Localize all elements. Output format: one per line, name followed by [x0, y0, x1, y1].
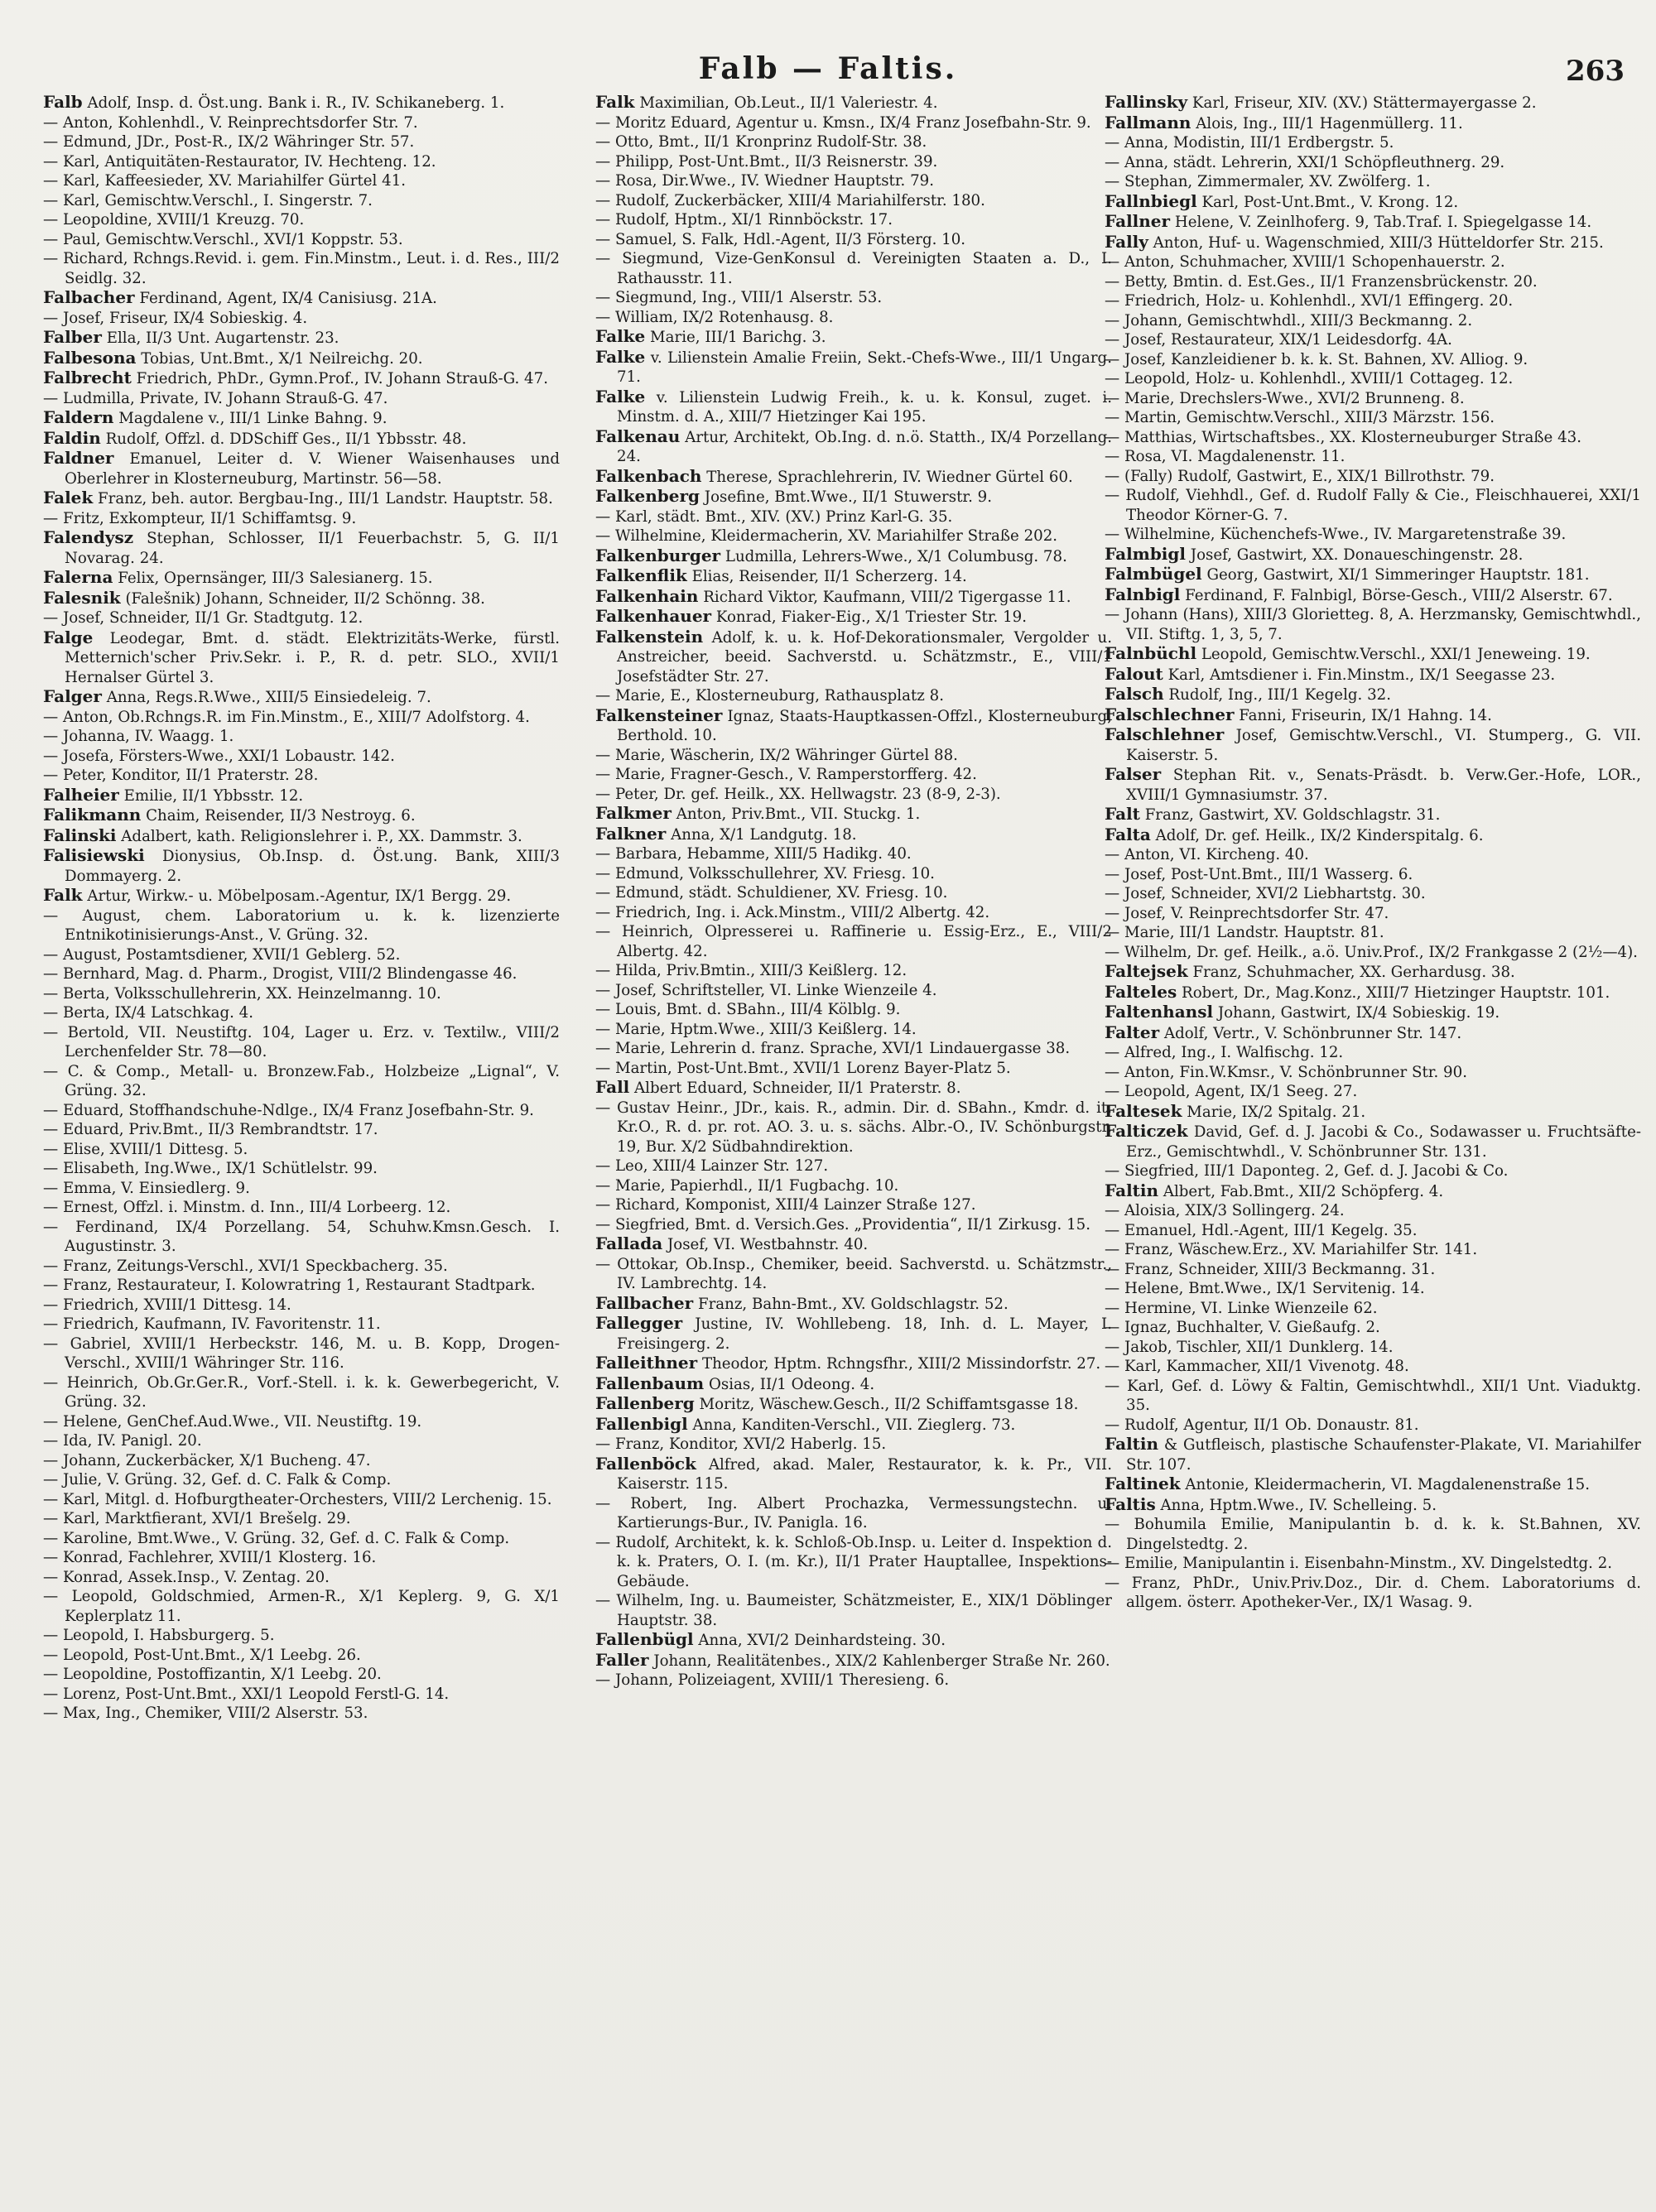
directory-columns	[43, 93, 1641, 2200]
directory-entry: Falschlechner Fanni, Friseurin, IX/1 Hahng. 14.	[1105, 704, 1492, 724]
directory-entry: — Helene, GenChef.Aud.Wwe., VII. Neustiftg. 19.	[43, 1412, 422, 1431]
directory-entry: — August, chem. Laboratorium u. k. k. lizenzierte Entnikotinisierungs-Anst., V. Grüng. 32.	[43, 906, 560, 944]
directory-entry: — Heinrich, Olpresserei u. Raffinerie u. Essig-Erz., E., VIII/2 Albertg. 42.	[595, 923, 1112, 960]
directory-entry: Falmbigl Josef, Gastwirt, XX. Donaueschingenstr. 28.	[1105, 543, 1524, 564]
directory-entry: — Elisabeth, Ing.Wwe., IX/1 Schütlelstr. 99.	[43, 1160, 378, 1177]
directory-entry: — Friedrich, XVIII/1 Dittesg. 14.	[43, 1296, 291, 1314]
directory-entry: Falkenau Artur, Architekt, Ob.Ing. d. n.ö. Statth., IX/4 Porzellang. 24.	[595, 426, 1112, 465]
directory-entry: Falke Marie, III/1 Barichg. 3.	[595, 326, 826, 346]
directory-entry: Falbrecht Friedrich, PhDr., Gymn.Prof., IV. Johann Strauß-G. 47.	[43, 368, 548, 387]
directory-entry: — Karl, Mitgl. d. Hofburgtheater-Orchesters, VIII/2 Lerchenig. 15.	[43, 1490, 552, 1508]
directory-entry: — Otto, Bmt., II/1 Kronprinz Rudolf-Str. 38.	[595, 133, 927, 151]
directory-entry: — Samuel, S. Falk, Hdl.-Agent, II/3 Försterg. 10.	[595, 230, 966, 248]
directory-entry: — Bertold, VII. Neustiftg. 104, Lager u. Erz. v. Textilw., VIII/2 Lerchenfelder Str. 78—80.	[43, 1023, 560, 1060]
directory-entry: — Leopold, I. Habsburgerg. 5.	[43, 1627, 275, 1644]
directory-entry: — Karl, Marktfierant, XVI/1 Brešelg. 29.	[43, 1510, 351, 1527]
directory-entry: — Friedrich, Kaufmann, IV. Favoritenstr. 11.	[43, 1315, 381, 1333]
directory-entry: Falerna Felix, Opernsänger, III/3 Salesianerg. 15.	[43, 567, 433, 587]
directory-column-1	[43, 93, 560, 2200]
directory-entry: Fally Anton, Huf- u. Wagenschmied, XIII/3 Hütteldorfer Str. 215.	[1105, 231, 1604, 252]
directory-entry: — Anton, Ob.Rchngs.R. im Fin.Minstm., E., XIII/7 Adolfstorg. 4.	[43, 708, 530, 726]
directory-entry: Faltejsek Franz, Schuhmacher, XX. Gerhardusg. 38.	[1105, 961, 1515, 981]
directory-entry: — Ida, IV. Panigl. 20.	[43, 1432, 202, 1450]
directory-entry: Falke v. Lilienstein Amalie Freiin, Sekt.-Chefs-Wwe., III/1 Ungarg. 71.	[595, 346, 1112, 386]
directory-entry: — Leopoldine, XVIII/1 Kreuzg. 70.	[43, 211, 305, 228]
directory-entry: — (Fally) Rudolf, Gastwirt, E., XIX/1 Billrothstr. 79.	[1105, 467, 1495, 485]
directory-entry: — Karl, Gef. d. Löwy & Faltin, Gemischtwhdl., XII/1 Unt. Viaduktg. 35.	[1105, 1377, 1641, 1414]
directory-entry: — Josef, Friseur, IX/4 Sobieskig. 4.	[43, 309, 308, 327]
directory-entry: Falkenstein Adolf, k. u. k. Hof-Dekorationsmaler, Vergolder u. Anstreicher, beeid. Sachverstd. u. Schätzmstr., E., VIII/1 Josefstädter Str. 27.	[595, 626, 1112, 685]
directory-entry: Falkenbach Therese, Sprachlehrerin, IV. Wiedner Gürtel 60.	[595, 465, 1073, 486]
directory-entry: Faldin Rudolf, Offzl. d. DDSchiff Ges., II/1 Ybbsstr. 48.	[43, 427, 467, 448]
directory-entry: Falk Maximilian, Ob.Leut., II/1 Valeriestr. 4.	[595, 93, 938, 112]
directory-entry: Falkmer Anton, Priv.Bmt., VII. Stuckg. 1.	[595, 803, 921, 823]
directory-entry: — Anna, Modistin, III/1 Erdbergstr. 5.	[1105, 134, 1394, 151]
directory-entry: — Marie, E., Klosterneuburg, Rathausplatz 8.	[595, 687, 944, 704]
directory-entry: — Lorenz, Post-Unt.Bmt., XXI/1 Leopold Ferstl-G. 14.	[43, 1685, 450, 1703]
directory-entry: Faltesek Marie, IX/2 Spitalg. 21.	[1105, 1100, 1366, 1121]
directory-entry: Falbesona Tobias, Unt.Bmt., X/1 Neilreichg. 20.	[43, 347, 423, 368]
directory-entry: — Martin, Gemischtw.Verschl., XIII/3 Märzstr. 156.	[1105, 409, 1495, 426]
directory-entry: Fallenböck Alfred, akad. Maler, Restaurator, k. k. Pr., VII. Kaiserstr. 115.	[595, 1453, 1112, 1493]
directory-entry: — Leo, XIII/4 Lainzer Str. 127.	[595, 1157, 829, 1175]
directory-entry: Falinski Adalbert, kath. Religionslehrer i. P., XX. Dammstr. 3.	[43, 825, 522, 845]
directory-entry: — Marie, Fragner-Gesch., V. Ramperstorfferg. 42.	[595, 766, 977, 783]
directory-entry: — Johann, Gemischtwhdl., XIII/3 Beckmanng. 2.	[1105, 311, 1473, 329]
directory-entry: — Johann, Polizeiagent, XVIII/1 Theresieng. 6.	[595, 1671, 950, 1689]
directory-entry: — Marie, Hptm.Wwe., XIII/3 Keißlerg. 14.	[595, 1020, 917, 1038]
directory-entry: Falschlehner Josef, Gemischtw.Verschl., VI. Stumperg., G. VII. Kaiserstr. 5.	[1105, 724, 1641, 764]
directory-entry: Falnbüchl Leopold, Gemischtw.Verschl., XXI/1 Jeneweing. 19.	[1105, 643, 1591, 663]
directory-entry: Falsch Rudolf, Ing., III/1 Kegelg. 32.	[1105, 684, 1392, 704]
directory-entry: — Marie, Wäscherin, IX/2 Währinger Gürtel 88.	[595, 746, 958, 764]
directory-entry: — Gustav Heinr., JDr., kais. R., admin. Dir. d. SBahn., Kmdr. d. it. Kr.O., R. d. pr. rot. AO. 3. u. s. sächs. Albr.-O., IV. Schönburgstr. 19, Bur. X/2 Südbahndirektion.	[595, 1099, 1112, 1156]
running-head: Falb — Faltis.	[698, 51, 958, 86]
directory-entry: Falisiewski Dionysius, Ob.Insp. d. Öst.ung. Bank, XIII/3 Dommayerg. 2.	[43, 845, 560, 885]
directory-entry: — Wilhelmine, Kleidermacherin, XV. Mariahilfer Straße 202.	[595, 527, 1058, 545]
directory-entry: — Leopold, Post-Unt.Bmt., X/1 Leebg. 26.	[43, 1646, 361, 1664]
directory-entry: — Rosa, Dir.Wwe., IV. Wiedner Hauptstr. 79.	[595, 172, 935, 190]
directory-entry: — Heinrich, Ob.Gr.Ger.R., Vorf.-Stell. i. k. k. Gewerbegericht, V. Grüng. 32.	[43, 1373, 560, 1411]
directory-entry: Falser Stephan Rit. v., Senats-Präsdt. b. Verw.Ger.-Hofe, LOR., XVIII/1 Gymnasiumstr. 37.	[1105, 764, 1641, 804]
directory-entry: — Josef, Schneider, II/1 Gr. Stadtgutg. 12.	[43, 609, 363, 627]
directory-entry: — Robert, Ing. Albert Prochazka, Vermessungstechn. u. Kartierungs-Bur., IV. Panigla. 16.	[595, 1494, 1112, 1532]
directory-entry: Falber Ella, II/3 Unt. Augartenstr. 23.	[43, 327, 339, 347]
directory-entry: — Helene, Bmt.Wwe., IX/1 Servitenig. 14.	[1105, 1280, 1425, 1297]
directory-entry: — Leopold, Goldschmied, Armen-R., X/1 Keplerg. 9, G. X/1 Keplerplatz 11.	[43, 1588, 560, 1625]
directory-entry: Fallada Josef, VI. Westbahnstr. 40.	[595, 1233, 869, 1253]
directory-entry: — Fritz, Exkompteur, II/1 Schiffamtsg. 9.	[43, 509, 357, 527]
directory-entry: Falout Karl, Amtsdiener i. Fin.Minstm., IX/1 Seegasse 23.	[1105, 663, 1556, 684]
directory-entry: Fallenbigl Anna, Kanditen-Verschl., VII. Zieglerg. 73.	[595, 1413, 1016, 1434]
directory-entry: Falnbigl Ferdinand, F. Falnbigl, Börse-Gesch., VIII/2 Alserstr. 67.	[1105, 584, 1613, 604]
directory-entry: — Johanna, IV. Waagg. 1.	[43, 728, 234, 745]
directory-entry: — Karoline, Bmt.Wwe., V. Grüng. 32, Gef. d. C. Falk & Comp.	[43, 1529, 510, 1547]
directory-entry: — Josef, Schriftsteller, VI. Linke Wienzeile 4.	[595, 981, 937, 999]
directory-entry: Falesnik (Falešnik) Johann, Schneider, II/2 Schönng. 38.	[43, 587, 485, 608]
directory-entry: — Elise, XVIII/1 Dittesg. 5.	[43, 1140, 248, 1158]
directory-entry: Faldner Emanuel, Leiter d. V. Wiener Waisenhauses und Oberlehrer in Klosterneuburg, Martinstr. 56—58.	[43, 448, 560, 488]
directory-entry: — Franz, PhDr., Univ.Priv.Doz., Dir. d. Chem. Laboratoriums d. allgem. österr. Apotheker-Ver., IX/1 Wasag. 9.	[1105, 1574, 1641, 1611]
directory-entry: — Moritz Eduard, Agentur u. Kmsn., IX/4 Franz Josefbahn-Str. 9.	[595, 113, 1091, 132]
directory-entry: Falikmann Chaim, Reisender, II/3 Nestroyg. 6.	[43, 805, 416, 825]
directory-entry: — Karl, Kammacher, XII/1 Vivenotg. 48.	[1105, 1358, 1409, 1375]
directory-entry: — Wilhelm, Dr. gef. Heilk., a.ö. Univ.Prof., IX/2 Frankgasse 2 (2½—4).	[1105, 943, 1638, 961]
directory-entry: — Matthias, Wirtschaftsbes., XX. Klosterneuburger Straße 43.	[1105, 428, 1582, 446]
directory-entry: — Anton, Schuhmacher, XVIII/1 Schopenhauerstr. 2.	[1105, 253, 1505, 271]
directory-entry: — Emanuel, Hdl.-Agent, III/1 Kegelg. 35.	[1105, 1221, 1418, 1239]
directory-entry: — Ignaz, Buchhalter, V. Gießaufg. 2.	[1105, 1319, 1380, 1336]
directory-entry: Faltin & Gutfleisch, plastische Schaufenster-Plakate, VI. Mariahilfer Str. 107.	[1105, 1434, 1641, 1474]
directory-entry: Falk Artur, Wirkw.- u. Möbelposam.-Agentur, IX/1 Bergg. 29.	[43, 885, 512, 905]
directory-entry: Falkenhain Richard Viktor, Kaufmann, VIII/2 Tigergasse 11.	[595, 585, 1071, 606]
directory-entry: — Leopold, Agent, IX/1 Seeg. 27.	[1105, 1083, 1358, 1100]
directory-entry: — Ferdinand, IX/4 Porzellang. 54, Schuhw.Kmsn.Gesch. I. Augustinstr. 3.	[43, 1218, 560, 1255]
directory-entry: — Karl, Gemischtw.Verschl., I. Singerstr. 7.	[43, 191, 373, 209]
directory-entry: — Emma, V. Einsiedlerg. 9.	[43, 1179, 250, 1197]
directory-entry: — Jakob, Tischler, XII/1 Dunklerg. 14.	[1105, 1338, 1394, 1356]
directory-entry: — C. & Comp., Metall- u. Bronzew.Fab., Holzbeize „Lignal“, V. Grüng. 32.	[43, 1062, 560, 1099]
directory-entry: — Betty, Bmtin. d. Est.Ges., II/1 Franzensbrückenstr. 20.	[1105, 272, 1538, 291]
directory-entry: Falger Anna, Regs.R.Wwe., XIII/5 Einsiedeleig. 7.	[43, 686, 431, 706]
directory-entry: — Karl, städt. Bmt., XIV. (XV.) Prinz Karl-G. 35.	[595, 507, 953, 526]
directory-entry: — Anton, Kohlenhdl., V. Reinprechtsdorfer Str. 7.	[43, 113, 418, 132]
directory-entry: — Josef, V. Reinprechtsdorfer Str. 47.	[1105, 904, 1389, 922]
directory-entry: Faldern Magdalene v., III/1 Linke Bahng. 9.	[43, 407, 388, 427]
directory-entry: — Franz, Konditor, XVI/2 Haberlg. 15.	[595, 1435, 887, 1453]
directory-entry: — Leopold, Holz- u. Kohlenhdl., XVIII/1 Cottageg. 12.	[1105, 370, 1514, 387]
directory-entry: — Siegmund, Ing., VIII/1 Alserstr. 53.	[595, 289, 883, 306]
directory-entry: — Franz, Schneider, XIII/3 Beckmanng. 31.	[1105, 1260, 1436, 1278]
directory-entry: — Stephan, Zimmermaler, XV. Zwölferg. 1.	[1105, 173, 1431, 190]
directory-entry: — Paul, Gemischtw.Verschl., XVI/1 Koppstr. 53.	[43, 230, 403, 248]
directory-entry: — Anton, Fin.W.Kmsr., V. Schönbrunner Str. 90.	[1105, 1063, 1467, 1081]
directory-entry: — Siegmund, Vize-GenKonsul d. Vereinigten Staaten a. D., I. Rathausstr. 11.	[595, 250, 1112, 287]
directory-entry: Fallmann Alois, Ing., III/1 Hagenmüllerg. 11.	[1105, 112, 1463, 132]
directory-column-2	[595, 93, 1112, 2200]
directory-entry: — Rosa, VI. Magdalenenstr. 11.	[1105, 448, 1346, 465]
directory-entry: — Siegfried, III/1 Daponteg. 2, Gef. d. J. Jacobi & Co.	[1105, 1162, 1509, 1180]
directory-entry: Falendysz Stephan, Schlosser, II/1 Feuerbachstr. 5, G. II/1 Novarag. 24.	[43, 527, 560, 567]
directory-entry: — Franz, Wäschew.Erz., XV. Mariahilfer Str. 141.	[1105, 1241, 1478, 1258]
directory-entry: — Julie, V. Grüng. 32, Gef. d. C. Falk & Comp.	[43, 1471, 392, 1488]
directory-entry: — Richard, Rchngs.Revid. i. gem. Fin.Minstm., Leut. i. d. Res., III/2 Seidlg. 32.	[43, 250, 560, 287]
directory-entry: — Edmund, städt. Schuldiener, XV. Friesg. 10.	[595, 884, 948, 902]
directory-entry: Fall Albert Eduard, Schneider, II/1 Praterstr. 8.	[595, 1077, 961, 1097]
directory-entry: — Friedrich, Ing. i. Ack.Minstm., VIII/2 Albertg. 42.	[595, 903, 990, 921]
directory-entry: — Rudolf, Architekt, k. k. Schloß-Ob.Insp. u. Leiter d. Inspektion d. k. k. Praters, O. I. (m. Kr.), II/1 Prater Hauptallee, Inspektions-Gebäude.	[595, 1533, 1112, 1590]
directory-entry: — Wilhelm, Ing. u. Baumeister, Schätzmeister, E., XIX/1 Döblinger Hauptstr. 38.	[595, 1592, 1112, 1629]
directory-entry: — Josef, Post-Unt.Bmt., III/1 Wasserg. 6.	[1105, 865, 1413, 883]
directory-entry: Falteles Robert, Dr., Mag.Konz., XIII/7 Hietzinger Hauptstr. 101.	[1105, 981, 1610, 1002]
directory-entry: — Gabriel, XVIII/1 Herbeckstr. 146, M. u. B. Kopp, Drogen-Verschl., XVIII/1 Währinger Str. 116.	[43, 1334, 560, 1372]
directory-entry: Falek Franz, beh. autor. Bergbau-Ing., III/1 Landstr. Hauptstr. 58.	[43, 488, 553, 507]
directory-entry: — Rudolf, Viehhdl., Gef. d. Rudolf Fally & Cie., Fleischhauerei, XXI/1 Theodor Körner-G. 7.	[1105, 487, 1641, 524]
directory-entry: Fallenbügl Anna, XVI/2 Deinhardsteing. 30.	[595, 1629, 946, 1649]
directory-column-3	[1105, 93, 1641, 2200]
directory-entry: Falta Adolf, Dr. gef. Heilk., IX/2 Kinderspitalg. 6.	[1105, 824, 1484, 844]
directory-entry: — Peter, Dr. gef. Heilk., XX. Hellwagstr. 23 (8-9, 2-3).	[595, 785, 1001, 803]
directory-entry: Fallner Helene, V. Zeinlhoferg. 9, Tab.Traf. I. Spiegelgasse 14.	[1105, 211, 1592, 231]
directory-entry: — Marie, Papierhdl., II/1 Fugbachg. 10.	[595, 1176, 899, 1195]
directory-entry: — Marie, Lehrerin d. franz. Sprache, XVI/1 Lindauergasse 38.	[595, 1040, 1071, 1057]
directory-entry: — Siegfried, Bmt. d. Versich.Ges. „Providentia“, II/1 Zirkusg. 15.	[595, 1215, 1091, 1233]
directory-entry: — Anton, VI. Kircheng. 40.	[1105, 846, 1309, 863]
directory-entry: — Alfred, Ing., I. Walfischg. 12.	[1105, 1044, 1344, 1061]
directory-entry: — Marie, Drechslers-Wwe., XVI/2 Brunneng. 8.	[1105, 389, 1465, 407]
directory-entry: Fallegger Justine, IV. Wohllebeng. 18, Inh. d. L. Mayer, I. Freisingerg. 2.	[595, 1313, 1112, 1353]
directory-entry: — Hilda, Priv.Bmtin., XIII/3 Keißlerg. 12.	[595, 962, 907, 979]
directory-entry: — Karl, Antiquitäten-Restaurator, IV. Hechteng. 12.	[43, 152, 436, 171]
directory-entry: Falt Franz, Gastwirt, XV. Goldschlagstr. 31.	[1105, 804, 1441, 824]
directory-entry: Faltis Anna, Hptm.Wwe., IV. Schelleing. 5.	[1105, 1493, 1437, 1514]
directory-entry: — Rudolf, Hptm., XI/1 Rinnböckstr. 17.	[595, 211, 893, 228]
directory-entry: Falleithner Theodor, Hptm. Rchngsfhr., XIII/2 Missindorfstr. 27.	[595, 1353, 1101, 1373]
directory-entry: — Josef, Restaurateur, XIX/1 Leidesdorfg. 4A.	[1105, 331, 1452, 349]
directory-entry: Falticzek David, Gef. d. J. Jacobi & Co., Sodawasser u. Fruchtsäfte-Erz., Gemischtwhdl., V. Schönbrunner Str. 131.	[1105, 1121, 1641, 1161]
directory-entry: Falge Leodegar, Bmt. d. städt. Elektrizitäts-Werke, fürstl. Metternich'scher Priv.Sekr. i. P., R. d. petr. SLO., XVII/1 Hernalser Gürtel 3.	[43, 627, 560, 686]
directory-entry: Faltenhansl Johann, Gastwirt, IX/4 Sobieskig. 19.	[1105, 1002, 1500, 1022]
directory-entry: Faller Johann, Realitätenbes., XIX/2 Kahlenberger Straße Nr. 260.	[595, 1649, 1110, 1670]
directory-entry: — Konrad, Assek.Insp., V. Zentag. 20.	[43, 1568, 330, 1586]
directory-entry: — Konrad, Fachlehrer, XVIII/1 Klosterg. 16.	[43, 1549, 377, 1566]
directory-entry: Falkner Anna, X/1 Landgutg. 18.	[595, 823, 857, 844]
directory-entry: — Edmund, Volksschullehrer, XV. Friesg. 10.	[595, 864, 935, 882]
directory-entry: — Rudolf, Agentur, II/1 Ob. Donaustr. 81.	[1105, 1416, 1419, 1434]
directory-entry: — Max, Ing., Chemiker, VIII/2 Alserstr. 53.	[43, 1705, 368, 1722]
directory-entry: — Friedrich, Holz- u. Kohlenhdl., XVI/1 Effingerg. 20.	[1105, 292, 1514, 310]
directory-entry: — Hermine, VI. Linke Wienzeile 62.	[1105, 1299, 1378, 1317]
directory-entry: — Berta, IX/4 Latschkag. 4.	[43, 1004, 254, 1022]
directory-entry: Falbacher Ferdinand, Agent, IX/4 Canisiusg. 21A.	[43, 287, 437, 307]
directory-entry: — Emilie, Manipulantin i. Eisenbahn-Minstm., XV. Dingelstedtg. 2.	[1105, 1555, 1613, 1572]
directory-entry: Falheier Emilie, II/1 Ybbsstr. 12.	[43, 784, 304, 805]
directory-entry: — Eduard, Priv.Bmt., II/3 Rembrandtstr. 17.	[43, 1121, 378, 1138]
directory-entry: — Josef, Kanzleidiener b. k. k. St. Bahnen, XV. Alliog. 9.	[1105, 350, 1528, 368]
directory-entry: Falkenburger Ludmilla, Lehrers-Wwe., X/1 Columbusg. 78.	[595, 545, 1067, 565]
page-number: 263	[1566, 55, 1625, 88]
directory-entry: — Richard, Komponist, XIII/4 Lainzer Straße 127.	[595, 1196, 976, 1214]
directory-entry: Fallbacher Franz, Bahn-Bmt., XV. Goldschlagstr. 52.	[595, 1292, 1009, 1313]
directory-entry: — Bernhard, Mag. d. Pharm., Drogist, VIII/2 Blindengasse 46.	[43, 965, 518, 983]
directory-entry: Falkenhauer Konrad, Fiaker-Eig., X/1 Triester Str. 19.	[595, 606, 1028, 626]
directory-entry: — Wilhelmine, Küchenchefs-Wwe., IV. Margaretenstraße 39.	[1105, 526, 1567, 543]
directory-entry: — Marie, III/1 Landstr. Hauptstr. 81.	[1105, 924, 1384, 941]
directory-entry: — Eduard, Stoffhandschuhe-Ndlge., IX/4 Franz Josefbahn-Str. 9.	[43, 1101, 534, 1119]
directory-entry: — Ottokar, Ob.Insp., Chemiker, beeid. Sachverstd. u. Schätzmstr., IV. Lambrechtg. 14.	[595, 1255, 1112, 1292]
directory-entry: — Anna, städt. Lehrerin, XXI/1 Schöpfleuthnerg. 29.	[1105, 153, 1505, 171]
directory-entry: — Rudolf, Zuckerbäcker, XIII/4 Mariahilferstr. 180.	[595, 191, 985, 209]
directory-entry: — Barbara, Hebamme, XIII/5 Hadikg. 40.	[595, 845, 912, 863]
directory-entry: Falkensteiner Ignaz, Staats-Hauptkassen-Offzl., Klosterneuburg, Berthold. 10.	[595, 704, 1112, 744]
directory-entry: Fallenbaum Osias, II/1 Odeong. 4.	[595, 1373, 875, 1393]
directory-entry: — Karl, Kaffeesieder, XV. Mariahilfer Gürtel 41.	[43, 172, 407, 190]
directory-entry: — Johann (Hans), XIII/3 Glorietteg. 8, A. Herzmansky, Gemischtwhdl., VII. Stiftg. 1, 3, 5, 7.	[1105, 606, 1641, 643]
directory-entry: Fallenberg Moritz, Wäschew.Gesch., II/2 Schiffamtsgasse 18.	[595, 1393, 1079, 1413]
directory-entry: — Aloisia, XIX/3 Sollingerg. 24.	[1105, 1202, 1345, 1219]
directory-entry: — Franz, Restaurateur, I. Kolowratring 1, Restaurant Stadtpark.	[43, 1277, 536, 1294]
directory-entry: — Bohumila Emilie, Manipulantin b. d. k. k. St.Bahnen, XV. Dingelstedtg. 2.	[1105, 1516, 1641, 1553]
directory-entry: — Ernest, Offzl. i. Minstm. d. Inn., III/4 Lorbeerg. 12.	[43, 1199, 451, 1216]
directory-entry: — Edmund, JDr., Post-R., IX/2 Währinger Str. 57.	[43, 133, 415, 151]
directory-entry: — Leopoldine, Postoffizantin, X/1 Leebg. 20.	[43, 1666, 382, 1683]
directory-entry: — William, IX/2 Rotenhausg. 8.	[595, 308, 834, 326]
directory-entry: — Philipp, Post-Unt.Bmt., II/3 Reisnerstr. 39.	[595, 152, 938, 171]
directory-entry: Falke v. Lilienstein Ludwig Freih., k. u. k. Konsul, zuget. i. Minstm. d. A., XIII/7 Hietzinger Kai 195.	[595, 386, 1112, 426]
directory-entry: — Martin, Post-Unt.Bmt., XVII/1 Lorenz Bayer-Platz 5.	[595, 1059, 1011, 1077]
directory-entry: Fallnbiegl Karl, Post-Unt.Bmt., V. Krong. 12.	[1105, 190, 1459, 211]
directory-entry: — Peter, Konditor, II/1 Praterstr. 28.	[43, 767, 319, 784]
directory-entry: Falter Adolf, Vertr., V. Schönbrunner Str. 147.	[1105, 1022, 1462, 1042]
directory-entry: Falmbügel Georg, Gastwirt, XI/1 Simmeringer Hauptstr. 181.	[1105, 564, 1590, 584]
directory-entry: — Ludmilla, Private, IV. Johann Strauß-G. 47.	[43, 389, 388, 407]
directory-entry: — Josef, Schneider, XVI/2 Liebhartstg. 30.	[1105, 885, 1426, 902]
directory-entry: — Franz, Zeitungs-Verschl., XVI/1 Speckbacherg. 35.	[43, 1257, 448, 1275]
directory-entry: Falkenberg Josefine, Bmt.Wwe., II/1 Stuwerstr. 9.	[595, 486, 992, 506]
directory-entry: Falb Adolf, Insp. d. Öst.ung. Bank i. R., IV. Schikaneberg. 1.	[43, 93, 505, 112]
directory-entry: — Johann, Zuckerbäcker, X/1 Bucheng. 47.	[43, 1451, 371, 1469]
directory-entry: — Berta, Volksschullehrerin, XX. Heinzelmanng. 10.	[43, 984, 441, 1003]
directory-entry: — August, Postamtsdiener, XVII/1 Geblerg. 52.	[43, 945, 401, 964]
directory-entry: — Josefa, Försters-Wwe., XXI/1 Lobaustr. 142.	[43, 747, 395, 765]
directory-entry: Faltin Albert, Fab.Bmt., XII/2 Schöpferg. 4.	[1105, 1180, 1444, 1200]
directory-entry: Fallinsky Karl, Friseur, XIV. (XV.) Stättermayergasse 2.	[1105, 93, 1537, 112]
directory-entry: Faltinek Antonie, Kleidermacherin, VI. Magdalenenstraße 15.	[1105, 1474, 1591, 1493]
directory-entry: Falkenflik Elias, Reisender, II/1 Scherzerg. 14.	[595, 565, 967, 585]
directory-entry: — Louis, Bmt. d. SBahn., III/4 Kölblg. 9.	[595, 1001, 901, 1018]
